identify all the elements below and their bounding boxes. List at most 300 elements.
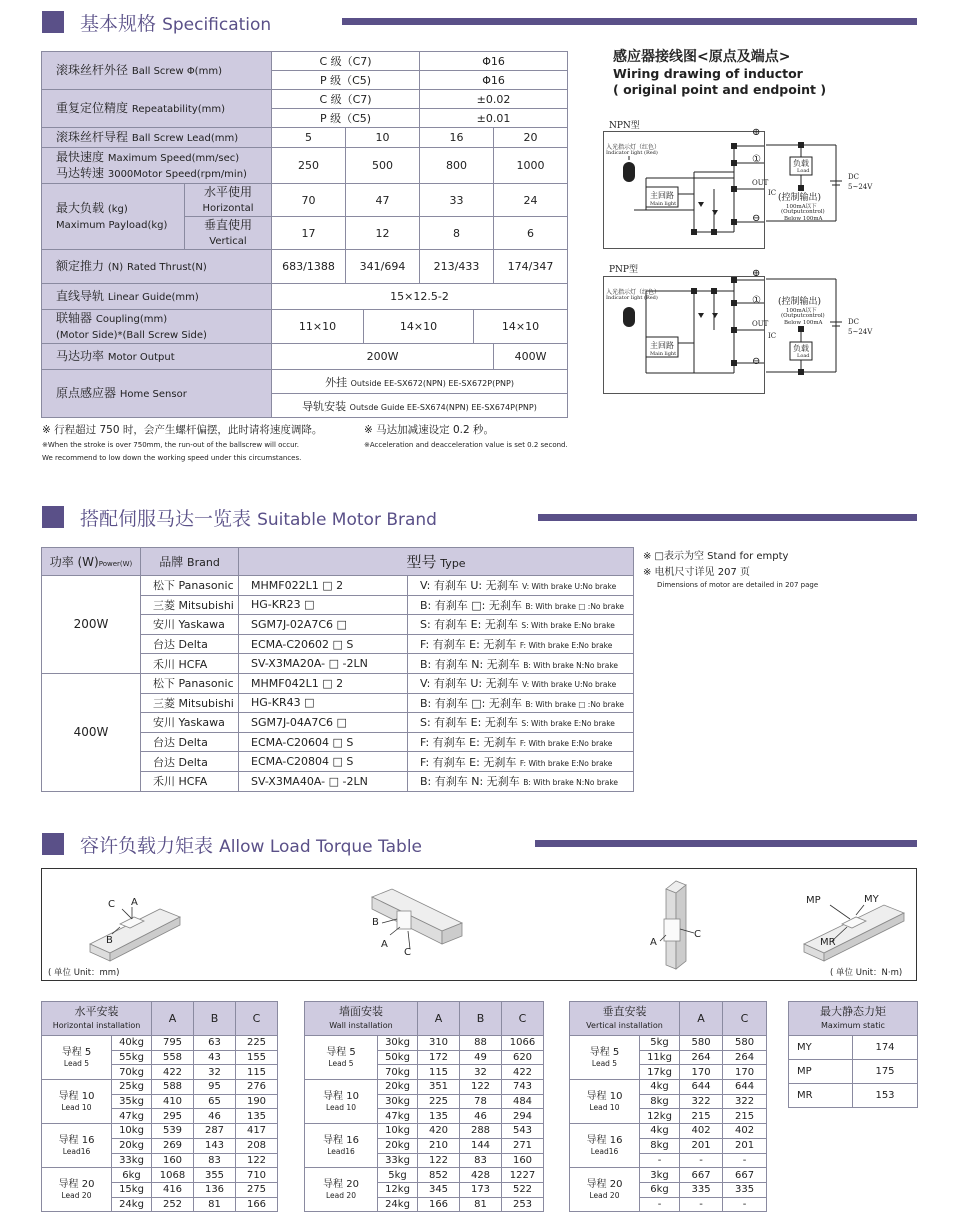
brand-cell: 台达 Delta <box>141 634 239 654</box>
pnp-ctrl-label: (控制输出) <box>778 297 822 307</box>
spec-cell: C 级（C7) <box>272 52 420 71</box>
load-cell: 20kg <box>378 1138 418 1153</box>
load-cell: 70kg <box>378 1065 418 1080</box>
spec-label: 最快速度 Maximum Speed(mm/sec) 马达转速 3000Motor Speed(rpm/min) <box>42 148 272 184</box>
section-rule <box>342 18 917 25</box>
npn-indicator-en: Indicator light (Red) <box>606 150 658 156</box>
torque-value: 83 <box>194 1153 236 1168</box>
table-row <box>305 1124 544 1139</box>
torque-value: 32 <box>460 1065 502 1080</box>
brand-cell: 安川 Yaskawa <box>141 615 239 635</box>
load-cell: 12kg <box>640 1109 680 1124</box>
torque-value: 43 <box>194 1050 236 1065</box>
table-row <box>305 1036 544 1051</box>
torque-value: 122 <box>236 1153 278 1168</box>
npn-main-label: 主回路 <box>650 191 674 200</box>
lead-group-cell <box>570 1168 640 1212</box>
spec-cell: 8 <box>420 217 494 250</box>
brand-cell: 台达 Delta <box>141 752 239 772</box>
load-cell: 12kg <box>378 1182 418 1197</box>
section-square-icon <box>42 506 64 528</box>
torque-value: 558 <box>152 1050 194 1065</box>
pnp-dcv-label: 5~24V <box>848 328 873 336</box>
brake-cell <box>408 693 634 713</box>
spec-cell: 174/347 <box>494 250 568 284</box>
lead-group-cell <box>305 1036 378 1080</box>
spec-cell: 400W <box>494 344 568 370</box>
lead-cn: 导程 5 <box>589 1046 620 1058</box>
torque-illustrations <box>42 869 918 982</box>
section-rule <box>535 840 917 847</box>
torque-value: 155 <box>236 1050 278 1065</box>
brand-cell: 松下 Panasonic <box>141 673 239 693</box>
fig-label-b: B <box>106 935 113 946</box>
torque-value: 422 <box>502 1065 544 1080</box>
section-square-icon <box>42 833 64 855</box>
spec-cell: Φ16 <box>420 71 568 90</box>
lead-group-cell <box>305 1080 378 1124</box>
lead-en: Lead16 <box>62 1146 91 1156</box>
spec-label: 直线导轨 Linear Guide(mm) <box>42 284 272 310</box>
spec-cell: P 级（C5) <box>272 71 420 90</box>
section-title: 基本规格 Specification <box>80 12 272 35</box>
spec-table <box>41 51 568 418</box>
torque-value: 402 <box>680 1124 723 1139</box>
section-square-icon <box>42 11 64 33</box>
motor-header-power: 功率 (W)Power(W) <box>42 548 141 576</box>
torque-value: 310 <box>418 1036 460 1051</box>
table-row <box>570 1080 767 1095</box>
npn-dc-label: DC <box>848 173 859 181</box>
spec-cell: 6 <box>494 217 568 250</box>
torque-value: 422 <box>152 1065 194 1080</box>
brake-cell <box>408 634 634 654</box>
torque-value: 63 <box>194 1036 236 1051</box>
torque-value: 543 <box>502 1124 544 1139</box>
torque-value: 294 <box>502 1109 544 1124</box>
table-title: 垂直安装 Vertical installation <box>570 1002 680 1036</box>
torque-figure <box>41 868 917 981</box>
brake-en: B: With brake □ :No brake <box>525 699 625 709</box>
load-cell: 30kg <box>378 1094 418 1109</box>
lead-en: Lead 5 <box>63 1058 90 1068</box>
spec-cell: 16 <box>420 128 494 148</box>
spec-label: 额定推力 (N) Rated Thrust(N) <box>42 250 272 284</box>
brake-cn: F: 有刹车 E: 无刹车 <box>420 755 517 769</box>
static-label: MR <box>789 1084 853 1108</box>
torque-value: 402 <box>723 1124 767 1139</box>
npn-ic-label: IC <box>768 189 777 197</box>
npn-external <box>752 127 846 249</box>
table-row <box>570 1124 767 1139</box>
load-cell: 33kg <box>112 1153 152 1168</box>
torque-value: 252 <box>152 1197 194 1212</box>
lead-group-cell <box>42 1036 112 1080</box>
load-cell: 8kg <box>640 1094 680 1109</box>
brand-cell: 台达 Delta <box>141 732 239 752</box>
load-cell: 70kg <box>112 1065 152 1080</box>
table-row <box>570 1036 767 1051</box>
torque-value: 83 <box>460 1153 502 1168</box>
lead-en: Lead 20 <box>589 1190 620 1200</box>
spec-label: 马达功率 Motor Output <box>42 344 272 370</box>
lead-cn: 导程 10 <box>58 1090 95 1102</box>
load-cell: 24kg <box>378 1197 418 1212</box>
table-row <box>570 1168 767 1183</box>
static-value: 175 <box>853 1060 918 1084</box>
spec-cell: 70 <box>272 184 346 217</box>
torque-value: 81 <box>194 1197 236 1212</box>
lead-en: Lead 20 <box>326 1190 356 1200</box>
pnp-load-label: 负载 <box>793 344 809 353</box>
torque-value: 484 <box>502 1094 544 1109</box>
load-cell: 5kg <box>640 1036 680 1051</box>
load-cell: 4kg <box>640 1124 680 1139</box>
torque-value: 710 <box>236 1168 278 1183</box>
npn-ctrl4: Below 100mA <box>784 216 823 222</box>
torque-value: - <box>723 1153 767 1168</box>
model-cell: SV-X3MA20A- □ -2LN <box>239 654 408 674</box>
torque-value: 276 <box>236 1080 278 1095</box>
brake-cn: B: 有刹车 □: 无刹车 <box>420 696 522 710</box>
lead-cn: 导程 5 <box>61 1046 92 1058</box>
torque-value: 1066 <box>502 1036 544 1051</box>
table-row <box>42 1036 278 1051</box>
brake-cell <box>408 576 634 596</box>
spec-cell: 33 <box>420 184 494 217</box>
wall-torque-table <box>304 1001 544 1212</box>
spec-cell: C 级（C7) <box>272 90 420 109</box>
npn-ctrl3: (Outputcontrol) <box>781 209 825 215</box>
load-cell: 47kg <box>112 1109 152 1124</box>
brand-cell: 松下 Panasonic <box>141 576 239 596</box>
torque-value: 210 <box>418 1138 460 1153</box>
pnp-indicator-label: 入光指示灯（红色） <box>606 289 661 296</box>
pnp-load-en: Load <box>797 353 810 359</box>
motor-notes: ※ □表示为空 Stand for empty ※ 电机尺寸详见 207 页 Dimensions of motor are detailed in 207 page <box>643 551 819 589</box>
npn-ctrl2: 100mA以下 <box>786 204 817 210</box>
torque-value: 1227 <box>502 1168 544 1183</box>
torque-value: 275 <box>236 1182 278 1197</box>
torque-value: 743 <box>502 1080 544 1095</box>
model-cell: MHMF042L1 □ 2 <box>239 673 408 693</box>
torque-value: 136 <box>194 1182 236 1197</box>
lead-en: Lead 20 <box>61 1190 92 1200</box>
spec-cell: 12 <box>346 217 420 250</box>
spec-cell: P 级（C5) <box>272 109 420 128</box>
pnp-dc-label: DC <box>848 318 859 326</box>
torque-value: 355 <box>194 1168 236 1183</box>
load-cell: 30kg <box>378 1036 418 1051</box>
torque-value: 417 <box>236 1124 278 1139</box>
col-header: A <box>680 1002 723 1036</box>
horizontal-torque-table <box>41 1001 278 1212</box>
brake-cn: V: 有刹车 U: 无刹车 <box>420 579 519 593</box>
brake-cell <box>408 732 634 752</box>
brown-terminal-icon: ① <box>752 154 761 165</box>
spec-cell: 500 <box>346 148 420 184</box>
minus-terminal-icon: ⊖ <box>752 356 761 367</box>
spec-cell: 15×12.5-2 <box>272 284 568 310</box>
brake-en: F: With brake E:No brake <box>519 758 613 768</box>
brake-cell <box>408 771 634 791</box>
fig-label-a: A <box>131 897 138 908</box>
pnp-main-en: Main light <box>650 351 677 357</box>
torque-value: - <box>723 1197 767 1212</box>
lead-cn: 导程 16 <box>323 1134 359 1146</box>
torque-value: 428 <box>460 1168 502 1183</box>
torque-value: 269 <box>152 1138 194 1153</box>
spec-label: 滚珠丝杆导程 Ball Screw Lead(mm) <box>42 128 272 148</box>
spec-cell: 10 <box>346 128 420 148</box>
unit-left-label: ( 单位 Unit：mm) <box>48 968 120 978</box>
torque-value: 225 <box>418 1094 460 1109</box>
table-title: 水平安装 Horizontal installation <box>42 1002 152 1036</box>
torque-value: 264 <box>680 1050 723 1065</box>
brake-en: B: With brake N:No brake <box>523 778 619 788</box>
fig-label-c: C <box>108 899 115 910</box>
torque-value: 115 <box>236 1065 278 1080</box>
torque-value: 115 <box>418 1065 460 1080</box>
fig-label-mr: MR <box>820 937 836 948</box>
spec-cell: 341/694 <box>346 250 420 284</box>
spec-cell: ±0.02 <box>420 90 568 109</box>
spec-cell: ±0.01 <box>420 109 568 128</box>
pnp-main-label: 主回路 <box>650 341 674 350</box>
power-cell: 200W <box>42 576 141 674</box>
model-cell: ECMA-C20602 □ S <box>239 634 408 654</box>
lead-group-cell <box>570 1124 640 1168</box>
spec-cell: 1000 <box>494 148 568 184</box>
brand-cell: 三菱 Mitsubishi <box>141 693 239 713</box>
brake-cn: B: 有刹车 □: 无刹车 <box>420 598 522 612</box>
torque-value: 264 <box>723 1050 767 1065</box>
spec-cell: 213/433 <box>420 250 494 284</box>
brake-cn: V: 有刹车 U: 无刹车 <box>420 677 519 691</box>
spec-cell: 683/1388 <box>272 250 346 284</box>
torque-value: 170 <box>680 1065 723 1080</box>
load-cell: 8kg <box>640 1138 680 1153</box>
col-header: C <box>723 1002 767 1036</box>
section-title: 容许负载力矩表 Allow Load Torque Table <box>80 834 423 857</box>
torque-value: 170 <box>723 1065 767 1080</box>
unit-right-label: ( 单位 Unit：N·m) <box>830 968 903 978</box>
npn-main-en: Main light <box>650 201 677 207</box>
model-cell: HG-KR23 □ <box>239 595 408 615</box>
torque-value: 253 <box>502 1197 544 1212</box>
power-cell: 400W <box>42 673 141 791</box>
load-cell: 15kg <box>112 1182 152 1197</box>
brake-cell <box>408 654 634 674</box>
torque-value: 144 <box>460 1138 502 1153</box>
torque-section-header <box>42 832 422 856</box>
brake-en: F: With brake E:No brake <box>519 641 613 651</box>
spec-cell: 20 <box>494 128 568 148</box>
col-header: C <box>502 1002 544 1036</box>
torque-value: 201 <box>680 1138 723 1153</box>
lead-cn: 导程 10 <box>586 1090 623 1102</box>
torque-value: 420 <box>418 1124 460 1139</box>
npn-label: NPN型 <box>609 121 640 131</box>
torque-value: 322 <box>723 1094 767 1109</box>
torque-value: 49 <box>460 1050 502 1065</box>
torque-value: 166 <box>418 1197 460 1212</box>
motor-section-header <box>42 505 437 529</box>
col-header: A <box>152 1002 194 1036</box>
pnp-label: PNP型 <box>609 265 638 275</box>
lead-group-cell <box>570 1080 640 1124</box>
spec-sublabel: 垂直使用 Vertical <box>185 217 272 250</box>
torque-value: 122 <box>418 1153 460 1168</box>
fig-label-b: B <box>372 917 379 928</box>
section-rule <box>538 514 917 521</box>
coupling-values <box>272 310 568 344</box>
col-header: B <box>194 1002 236 1036</box>
brake-en: S: With brake E:No brake <box>521 719 615 729</box>
pnp-external <box>752 268 846 394</box>
lead-cn: 导程 16 <box>58 1134 95 1146</box>
brand-cell: 安川 Yaskawa <box>141 713 239 733</box>
spec-cell: 200W <box>272 344 494 370</box>
spec-cell: 250 <box>272 148 346 184</box>
lead-cn: 导程 20 <box>586 1178 623 1190</box>
torque-value: 225 <box>236 1036 278 1051</box>
model-cell: ECMA-C20804 □ S <box>239 752 408 772</box>
npn-load-label: 负载 <box>793 159 809 168</box>
load-cell: 11kg <box>640 1050 680 1065</box>
torque-value: 644 <box>723 1080 767 1095</box>
torque-value: 335 <box>680 1182 723 1197</box>
torque-value: 288 <box>460 1124 502 1139</box>
minus-terminal-icon: ⊖ <box>752 213 761 224</box>
torque-value: 580 <box>723 1036 767 1051</box>
spec-note-2: ※ 马达加减速设定 0.2 秒。 ※Acceleration and deacceleration value is set 0.2 second. <box>364 424 568 449</box>
torque-value: 580 <box>680 1036 723 1051</box>
col-header: C <box>236 1002 278 1036</box>
load-cell: 5kg <box>378 1168 418 1183</box>
torque-value: 588 <box>152 1080 194 1095</box>
torque-value: 65 <box>194 1094 236 1109</box>
brown-terminal-icon: ① <box>752 295 761 306</box>
table-row <box>42 1080 278 1095</box>
lead-en: Lead 5 <box>328 1058 354 1068</box>
lead-group-cell <box>305 1124 378 1168</box>
torque-value: 522 <box>502 1182 544 1197</box>
static-value: 174 <box>853 1036 918 1060</box>
load-cell: 40kg <box>112 1036 152 1051</box>
torque-value: 122 <box>460 1080 502 1095</box>
load-cell: 3kg <box>640 1168 680 1183</box>
motor-header-brand: 品牌 Brand <box>141 548 239 576</box>
spec-label: 原点感应器 Home Sensor <box>42 370 272 418</box>
load-cell: 10kg <box>112 1124 152 1139</box>
brake-en: V: With brake U:No brake <box>522 680 617 690</box>
torque-value: 345 <box>418 1182 460 1197</box>
pnp-ctrl3: (Outputcontrol) <box>781 313 825 319</box>
brake-cell <box>408 615 634 635</box>
fig-label-a: A <box>650 937 657 948</box>
torque-value: 667 <box>680 1168 723 1183</box>
torque-value: 335 <box>723 1182 767 1197</box>
lead-group-cell <box>42 1080 112 1124</box>
model-cell: HG-KR43 □ <box>239 693 408 713</box>
brake-en: B: With brake □ :No brake <box>525 601 625 611</box>
model-cell: SGM7J-02A7C6 □ <box>239 615 408 635</box>
torque-value: - <box>680 1197 723 1212</box>
spec-label: 重复定位精度 Repeatability(mm) <box>42 90 272 128</box>
torque-value: 78 <box>460 1094 502 1109</box>
torque-value: 620 <box>502 1050 544 1065</box>
lead-en: Lead 10 <box>589 1102 620 1112</box>
npn-diagram <box>603 131 765 249</box>
model-cell: SV-X3MA40A- □ -2LN <box>239 771 408 791</box>
load-cell: 10kg <box>378 1124 418 1139</box>
spec-cell: 17 <box>272 217 346 250</box>
pnp-out-label: OUT <box>752 320 769 328</box>
brake-cn: F: 有刹车 E: 无刹车 <box>420 638 517 652</box>
table-row <box>42 1168 278 1183</box>
torque-value: 201 <box>723 1138 767 1153</box>
table-row <box>305 1168 544 1183</box>
torque-value: 852 <box>418 1168 460 1183</box>
fig-label-my: MY <box>864 894 879 905</box>
plus-terminal-icon: ⊕ <box>752 127 761 138</box>
torque-value: 32 <box>194 1065 236 1080</box>
torque-value: 135 <box>236 1109 278 1124</box>
load-cell: 6kg <box>640 1182 680 1197</box>
torque-value: 143 <box>194 1138 236 1153</box>
torque-value: 795 <box>152 1036 194 1051</box>
wiring-title-block: 感应器接线图<原点及端点> Wiring drawing of inductor ( original point and endpoint ) <box>613 49 827 97</box>
load-cell: 33kg <box>378 1153 418 1168</box>
torque-value: 173 <box>460 1182 502 1197</box>
spec-cell: 24 <box>494 184 568 217</box>
load-cell: 25kg <box>112 1080 152 1095</box>
model-cell: ECMA-C20604 □ S <box>239 732 408 752</box>
lead-en: Lead16 <box>590 1146 619 1156</box>
brake-cell <box>408 595 634 615</box>
lead-en: Lead 10 <box>61 1102 92 1112</box>
load-cell: 35kg <box>112 1094 152 1109</box>
lead-cn: 导程 5 <box>326 1046 356 1058</box>
fig-label-c: C <box>694 929 701 940</box>
spec-cell: 导轨安装 Outsde Guide EE-SX674(NPN) EE-SX674P(PNP) <box>272 394 568 418</box>
motor-table <box>41 547 634 792</box>
lead-en: Lead16 <box>327 1146 355 1156</box>
brand-cell: 三菱 Mitsubishi <box>141 595 239 615</box>
torque-value: 190 <box>236 1094 278 1109</box>
pnp-diagram <box>603 276 765 394</box>
brake-cell <box>408 673 634 693</box>
col-header: B <box>460 1002 502 1036</box>
load-cell: 55kg <box>112 1050 152 1065</box>
npn-out-label: OUT <box>752 179 769 187</box>
brand-cell: 禾川 HCFA <box>141 771 239 791</box>
torque-value: 135 <box>418 1109 460 1124</box>
table-row <box>305 1080 544 1095</box>
table-row <box>42 673 634 693</box>
lead-cn: 导程 10 <box>323 1090 359 1102</box>
torque-value: 410 <box>152 1094 194 1109</box>
load-cell: 20kg <box>378 1080 418 1095</box>
static-label: MY <box>789 1036 853 1060</box>
spec-note-1: ※ 行程超过 750 时，会产生螺杆偏摆，此时请将速度调降。 ※When the stroke is over 750mm, the run-out of the ballscrew will occur. We recommend to low down the working speed under this circumstances. <box>42 424 323 462</box>
table-row <box>42 576 634 596</box>
torque-value: 88 <box>460 1036 502 1051</box>
torque-value: 351 <box>418 1080 460 1095</box>
lead-group-cell <box>305 1168 378 1212</box>
torque-value: 215 <box>680 1109 723 1124</box>
